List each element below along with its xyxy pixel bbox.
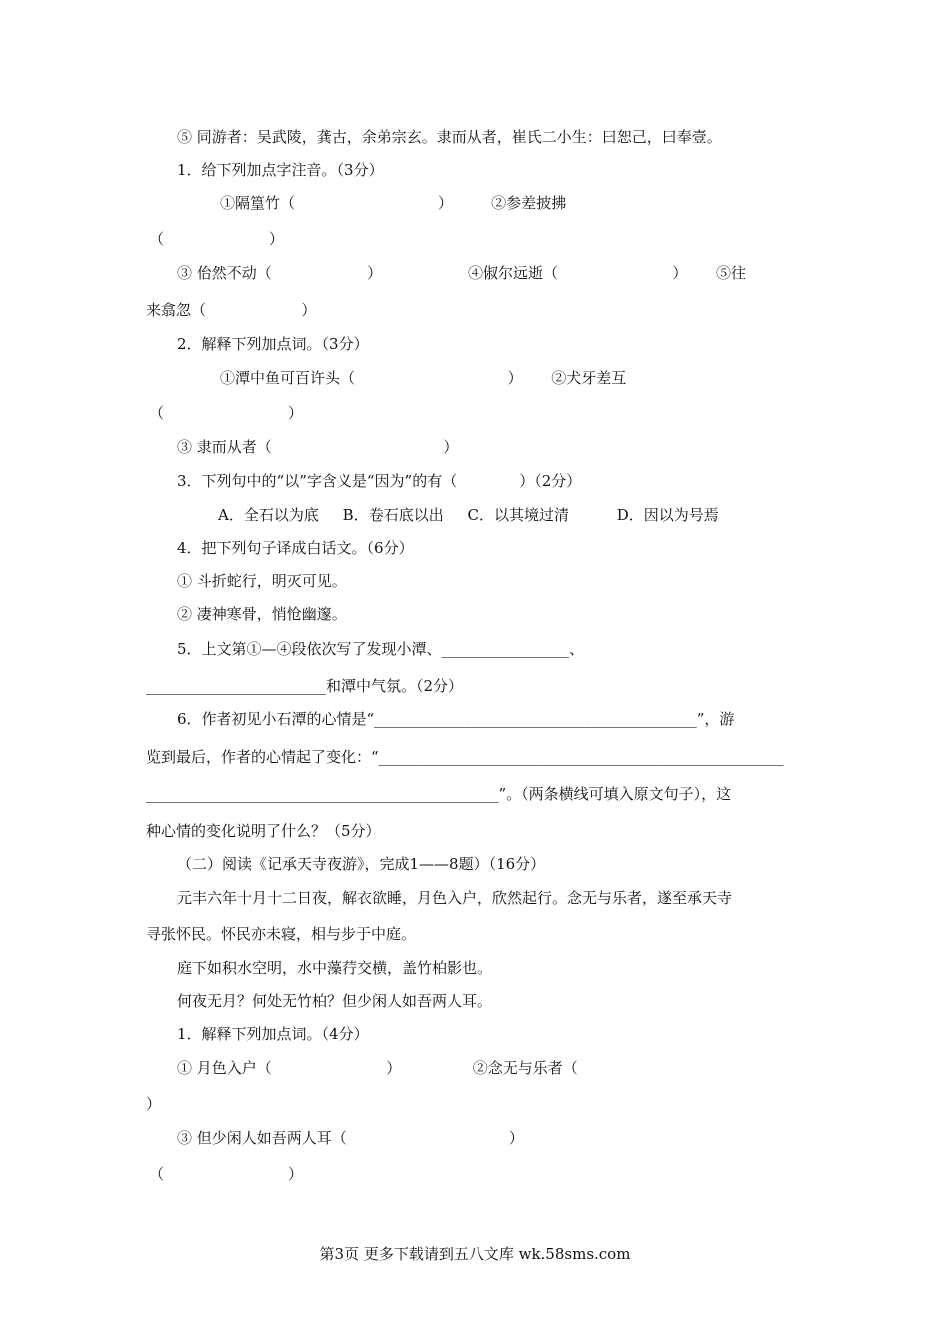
question-2-line-1: ①潭中鱼可百许头（ ） ②犬牙差互 [220, 369, 627, 387]
question-4-heading: 4．把下列句子译成白话文。（6分） [177, 539, 414, 557]
question-1-line-3: ③ 佁然不动（ ） ④俶尔远逝（ ） ⑤往 [177, 264, 746, 282]
question-5-line-2: ________________________和潭中气氛。（2分） [146, 677, 464, 695]
passage-line-3: 庭下如积水空明，水中藻荇交横，盖竹柏影也。 [177, 959, 493, 977]
text-line-1: ⑤ 同游者：吴武陵，龚古，余弟宗玄。隶而从者，崔氏二小生：曰恕己，曰奉壹。 [177, 128, 722, 146]
question-6-line-4: 种心情的变化说明了什么？（5分） [146, 822, 381, 840]
part2-question-1-line-3: ③ 但少闲人如吾两人耳（ ） [177, 1129, 524, 1147]
question-4-sentence-1: ① 斗折蛇行，明灭可见。 [177, 572, 347, 590]
question-4-sentence-2: ② 凄神寒骨，悄怆幽邃。 [177, 605, 347, 623]
question-2-line-2: （ ） [149, 404, 303, 422]
passage-line-4: 何夜无月？何处无竹柏？但少闲人如吾两人耳。 [177, 992, 493, 1010]
question-3-options: A．全石以为底 B．卷石底以出 C．以其境过清 D．因以为号焉 [218, 506, 719, 524]
question-2-heading: 2．解释下列加点词。（3分） [177, 335, 369, 353]
question-1-line-2: （ ） [149, 230, 284, 248]
question-5-line-1: 5．上文第①—④段依次写了发现小潭、_________________、 [177, 640, 585, 658]
page-footer: 第3页 更多下载请到五八文库 wk.58sms.com [319, 1245, 631, 1263]
question-6-line-1: 6．作者初见小石潭的心情是“___________________________________________”，游 [177, 710, 735, 728]
question-6-line-2: 览到最后，作者的心情起了变化：“______________________________________________________ [146, 748, 784, 766]
question-6-line-3: _______________________________________________”。（两条横线可填入原文句子），这 [146, 785, 732, 803]
part2-question-1-line-4: （ ） [149, 1165, 303, 1183]
section-2-heading: （二）阅读《记承天寺夜游》，完成1——8题）（16分） [177, 855, 546, 873]
part2-question-1-heading: 1．解释下列加点词。（4分） [177, 1025, 369, 1043]
question-1-line-1: ①隔篁竹（ ） ②参差披拂 [220, 194, 567, 212]
question-1-line-4: 来翕忽（ ） [146, 301, 317, 319]
passage-line-2: 寻张怀民。怀民亦未寝，相与步于中庭。 [146, 925, 417, 943]
question-3-heading: 3．下列句中的“以”字含义是“因为”的有（ ）（2分） [177, 472, 582, 490]
passage-line-1: 元丰六年十月十二日夜，解衣欲睡，月色入户，欣然起行。念无与乐者，遂至承天寺 [177, 889, 733, 907]
question-1-heading: 1．给下列加点字注音。（3分） [177, 161, 384, 179]
part2-question-1-line-1: ① 月色入户（ ） ②念无与乐者（ [177, 1059, 578, 1077]
part2-question-1-line-2: ） [146, 1095, 162, 1113]
question-2-line-3: ③ 隶而从者（ ） [177, 438, 459, 456]
